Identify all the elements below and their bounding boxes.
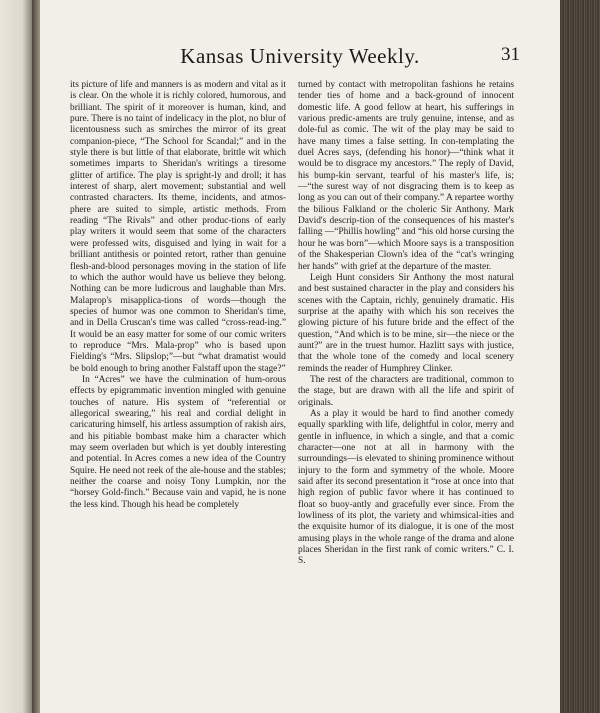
page-stack-edges — [560, 0, 600, 713]
paragraph: turned by contact with metropolitan fashions he retains tender ties of home and a back-ground of innocent domestic life. A good fellow at heart, his sufferings in various predic-aments are truly genuine, intense, and as dole-ful as comic. The wit of the play may be said to have many times a false setting. In con-templating the duel Acres says, (defending his honor)—“think what it would be to disgrace my ancestors.” The reply of David, his bump-kin servant, tearful of his master's life, is;—“the surest way of not disgracing them is to keep as long as you can out of their company.” A repartee worthy the bilious Falkland or the choleric Sir Anthony. Mark David's descrip-tion of the consequences of his master's falling —“Phillis howling” and “his old horse cursing the hour he was born”—which Moore says is a transposition of the Shakesperian Clown's idea of the “cat's wringing her hands” with grief at the departure of the master. — [298, 80, 514, 272]
paragraph: In “Acres” we have the culmination of hum-orous effects by epigrammatic invention mingled with genuine touches of nature. His system of “referential or allegorical swearing,” his real and cordial delight in caricaturing himself, his artless assumption of rakish airs, and his pitiable bombast make him a character which may seem overladen but which is yet doubly interesting and potential. In Acres comes a new idea of the Country Squire. He need not reek of the ale-house and the stables; neither the coarse and noisy Tony Lumpkin, nor the “horsey Gold-finch.” Because vain and vapid, he is none the less kind. Though his head be completely — [70, 374, 286, 510]
paragraph: As a play it would be hard to find another comedy equally sparkling with life, delightful in color, merry and gentle in influence, in which a single, and that a comic character—one not at all in harmony with the surroundings—is elevated to shining prominence without injury to the form and symmetry of the whole. Moore said after its second presentation it “rose at once into that high region of public favor where it has continued to float so buoy-antly and gracefully ever since. From the lowliness of its plot, the variety and whimsical-ities and the exquisite humor of its dialogue, it is one of the most amusing plays in the whole range of the drama and alone places Sheridan in the first rank of comic writers.” C. I. S. — [298, 408, 514, 567]
left-column — [70, 80, 286, 511]
paragraph: The rest of the characters are traditional, common to the stage, but are drawn with all the life and spirit of originals. — [298, 374, 514, 408]
running-header — [40, 44, 560, 74]
book-gutter — [32, 0, 40, 713]
paragraph: its picture of life and manners is as modern and vital as it is clear. On the whole it is richly colored, humorous, and brilliant. The spirit of it moreover is human, kind, and pure. There is no taint of indelicacy in the plot, no blur of licentousness such as smirches the mirror of its great companion-piece, “The School for Scandal;” and in the style there is but little of that elaborate, brittle wit which sometimes imparts to Sheridan's writings a tiresome glitter of artifice. The play is spright-ly and droll; it has interest of sharp, alert movement; substantial and well contrasted characters. Its theme, incidents, and atmos-phere are suited to simple, artistic methods. From reading “The Rivals” and other produc-tions of early play writers it would seem that some of the characters were professed wits, disguised and lying in wait for a brilliant antithesis or pointed retort, rather than genuine flesh-and-blood personages moving in the station of life to which the author would have us believe they belong. Nothing can be more ludicrous and laughable than Mrs. Malaprop's misapplica-tions of words—though the species of humor was one common to Sheridan's time, and in Della Cruscan's time was called “cross-read-ing.” It would be an easy matter for some of our comic writers to reproduce “Mrs. Mala-prop” who is based upon Fielding's “Mrs. Slipslop;”—but “what dramatist would be bold enough to bring another Falstaff upon the stage?” — [70, 80, 286, 374]
journal-title: Kansas University Weekly. — [180, 44, 420, 68]
facing-page-edge — [0, 0, 32, 713]
paragraph: Leigh Hunt considers Sir Anthony the most natural and best sustained character in the play and considers his scenes with the Captain, richly, genuinely dramatic. His surprise at the apathy with which his son receives the glowing picture of his future bride and the effect of the question, “And which is to be mine, sir—the niece or the aunt?” are in the truest humor. Hazlitt says with justice, that the whole tone of the comedy and local scenery reminds the reader of Humphrey Clinker. — [298, 272, 514, 374]
right-column — [298, 80, 514, 568]
page-number: 31 — [501, 44, 520, 65]
